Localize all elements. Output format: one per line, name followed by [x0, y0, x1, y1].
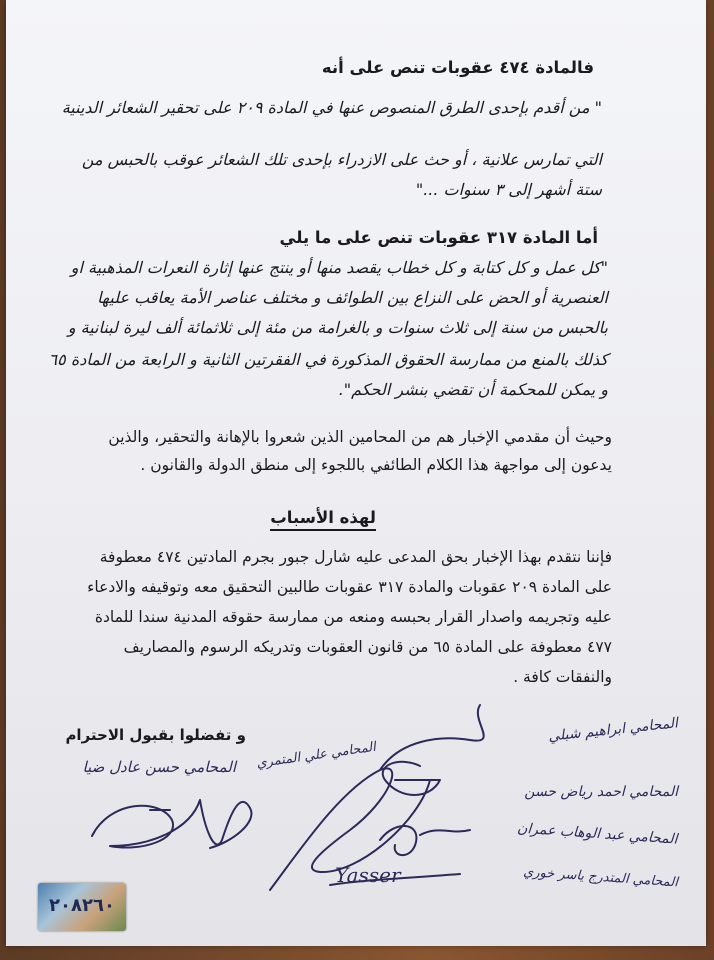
revenue-stamp: [38, 883, 126, 931]
signature-mid-right: [380, 826, 470, 855]
request-line-5: والنفقات كافة .: [513, 668, 612, 686]
handwritten-name-yasser: المحامي المتدرج ياسر خوري: [522, 864, 679, 891]
quote-317-line-1: "كل عمل و كل كتابة و كل خطاب يقصد منها أو ينتج عنها إثارة النعرات المذهبية او: [70, 258, 608, 277]
quote-317-line-3: بالحبس من سنة إلى ثلاث سنوات و بالغرامة من مئة إلى ثلاثمائة ألف ليرة لبنانية و: [67, 318, 608, 337]
signature-left: [92, 800, 251, 848]
article-474-heading: فالمادة ٤٧٤ عقوبات تنص على أنه: [321, 58, 594, 77]
handwritten-name-ali: المحامي علي المتمري: [255, 739, 377, 772]
handwritten-name-ibrahim: المحامي ابراهيم شبلي: [547, 715, 679, 745]
handwritten-name-hassan: المحامي حسن عادل ضيا: [82, 758, 236, 776]
quote-317-line-2: العنصرية أو الحض على النزاع بين الطوائف و مختلف عناصر الأمة يعاقب عليها: [97, 288, 608, 307]
handwritten-name-abdelwahab: المحامي عبد الوهاب عمران: [517, 820, 679, 848]
request-line-2: على المادة ٢٠٩ عقوبات والمادة ٣١٧ عقوبات طالبين التحقيق معه وتوقيفه والادعاء: [87, 578, 612, 596]
quote-474-line-1: " من أقدم بإحدى الطرق المنصوص عنها في المادة ٢٠٩ على تحقير الشعائر الدينية: [61, 98, 602, 117]
request-line-4: ٤٧٧ معطوفة على المادة ٦٥ من قانون العقوبات وتدريكه الرسوم والمصاريف: [123, 638, 612, 656]
quote-474-line-2: التي تمارس علانية ، أو حث على الازدراء بإحدى تلك الشعائر عوقب بالحبس من: [81, 150, 602, 169]
signature-top-right: [380, 705, 484, 795]
request-line-1: فإننا نتقدم بهذا الإخبار بحق المدعى عليه شارل جبور بجرم المادتين ٤٧٤ معطوفة: [99, 548, 612, 566]
quote-317-line-4: كذلك بالمنع من ممارسة الحقوق المذكورة في الفقرتين الثانية و الرابعة من المادة ٦٥: [48, 350, 608, 369]
handwritten-name-ahmad: المحامي احمد رياض حسن: [524, 784, 678, 800]
whereas-line-1: وحيث أن مقدمي الإخبار هم من المحامين الذين شعروا بالإهانة والتحقير، والذين: [108, 428, 612, 446]
reasons-heading-text: لهذه الأسباب: [270, 508, 376, 531]
quote-474-line-3: ستة أشهر إلى ٣ سنوات ...": [415, 180, 602, 199]
article-317-heading: أما المادة ٣١٧ عقوبات تنص على ما يلي: [279, 228, 598, 247]
signature-latin-text: Yasser: [335, 863, 401, 887]
closing-phrase: و تفضلوا بقبول الاحترام: [65, 726, 246, 744]
stamp-number: ٢٠٨٢٦٠: [49, 895, 115, 916]
request-line-3: عليه وتجريمه واصدار القرار بحبسه ومنعه من ممارسة حقوقه المدنية سندا للمادة: [94, 608, 612, 626]
whereas-line-2: يدعون إلى مواجهة هذا الكلام الطائفي باللجوء إلى منطق الدولة والقانون .: [140, 456, 612, 474]
quote-317-line-5: و يمكن للمحكمة أن تقضي بنشر الحكم".: [338, 380, 608, 399]
